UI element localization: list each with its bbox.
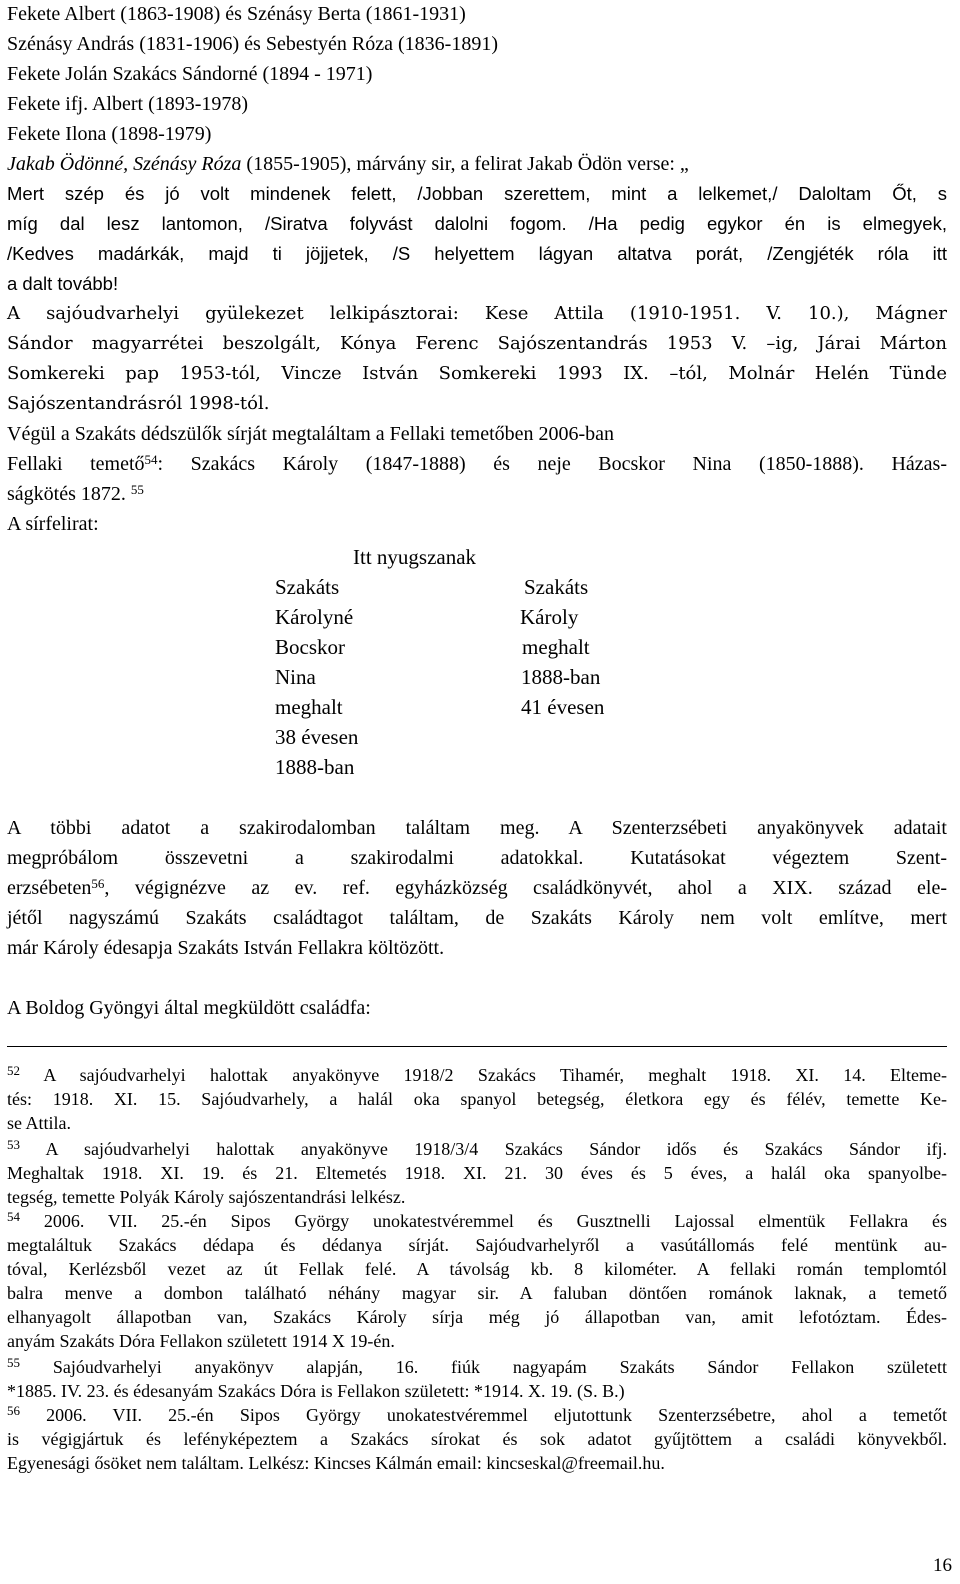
tombstone-left-line: 38 évesen bbox=[275, 725, 359, 749]
tombstone-header: Itt nyugszanak bbox=[353, 545, 477, 569]
jakab-description: (1855-1905), márvány sir, a felirat Jakab Ödön verse: „ bbox=[241, 153, 689, 175]
footnote-54-line: anyám Szakáts Dóra Fellakon született 1914 X 19-én. bbox=[7, 1331, 395, 1351]
genealogy-line: Fekete ifj. Albert (1893-1978) bbox=[7, 93, 249, 115]
grave-line bbox=[7, 484, 144, 504]
footnote-52-line bbox=[7, 1063, 947, 1085]
footnote-54-line: elhanyagolt állapotban van, Szakács Károly sírja még jó állapotban van, amit lefotóztam. Édes- bbox=[7, 1307, 947, 1327]
footnote-ref-54: 54 bbox=[144, 452, 158, 467]
grave-line: Végül a Szakáts dédszülők sírját megtaláltam a Fellaki temetőben 2006-ban bbox=[7, 423, 615, 445]
footnote-text: 2006. VII. 25.-én Sipos György unokatestvéremmel eljutottunk Szenterzsébetre, ahol a temetőt bbox=[46, 1405, 948, 1425]
grave-text: ságkötés 1872. bbox=[7, 483, 126, 505]
poem-line: a dalt tovább! bbox=[7, 273, 119, 294]
tombstone-right-line: Károly bbox=[520, 605, 579, 629]
footnote-56-line: Egyenesági ősöket nem találtam. Lelkész: Kincses Kálmán email: kincseskal@freemail.hu. bbox=[7, 1453, 665, 1473]
research-text: , végignézve az ev. ref. egyházközség családkönyvét, ahol a XIX. század ele- bbox=[104, 877, 947, 899]
footnote-53-line: tegség, temette Polyák Károly sajószentandrási lelkész. bbox=[7, 1187, 406, 1207]
pastors-line: Sajószentandrásról 1998-tól. bbox=[7, 393, 270, 414]
poem-line: míg dal lesz lantomon, /Siratva folyvást dalolni fogom. /Ha pedig egykor én is elmegyek, bbox=[7, 213, 947, 234]
family-tree-label: A Boldog Gyöngyi által megküldött családfa: bbox=[7, 997, 371, 1019]
poem-line: /Kedves madárkák, majd ti jöjjetek, /S helyettem lágyan altatva porát, /Zengjéték róla itt bbox=[7, 243, 947, 264]
footnote-text: A sajóudvarhelyi halottak anyakönyve 1918/3/4 Szakács Sándor idős és Szakács Sándor ifj. bbox=[45, 1139, 947, 1159]
research-text: erzsébeten bbox=[7, 877, 92, 899]
research-line: jétől nagyszámú Szakáts családtagot találtam, de Szakáts Károly nem volt említve, mert bbox=[7, 907, 947, 929]
footnote-52-line: se Attila. bbox=[7, 1113, 71, 1133]
footnote-55-line: *1885. IV. 23. és édesanyám Szakács Dóra is Fellakon született: *1914. X. 19. (S. B.) bbox=[7, 1381, 625, 1401]
footnote-54-line bbox=[7, 1209, 947, 1231]
footnote-56-line bbox=[7, 1403, 948, 1425]
footnote-text: A sajóudvarhelyi halottak anyakönyve 1918/2 Szakács Tihamér, meghalt 1918. XI. 14. Elteme- bbox=[43, 1065, 947, 1085]
grave-text: Fellaki temető bbox=[7, 453, 145, 475]
tombstone-right-line: Szakáts bbox=[524, 575, 589, 599]
footnote-52-line: tés: 1918. XI. 15. Sajóudvarhely, a halál oka spanyol betegség, életkora egy és félév, temette Ke- bbox=[7, 1089, 947, 1109]
tombstone-left-line: Szakáts bbox=[275, 575, 340, 599]
inscription-label: A sírfelirat: bbox=[7, 513, 99, 535]
tombstone-left-line: Nina bbox=[275, 665, 316, 689]
tombstone-left-line: Bocskor bbox=[275, 635, 345, 659]
footnote-number: 53 bbox=[7, 1137, 20, 1152]
footnote-number: 55 bbox=[7, 1355, 20, 1370]
pastors-line: Sándor magyarrétei beszolgált, Kónya Ferenc Sajószentandrás 1953 V. –ig, Járai Márton bbox=[7, 333, 947, 354]
jakab-name: Jakab Ödönné, Szénásy Róza bbox=[7, 153, 242, 175]
research-line: A többi adatot a szakirodalomban találtam meg. A Szenterzsébeti anyakönyvek adatait bbox=[7, 817, 947, 839]
footnote-54-line: tóval, Kerlézsből vezet az út Fellak felé. A távolság kb. 8 kilométer. A fellaki román templomtól bbox=[7, 1259, 947, 1279]
tombstone-right-line: 1888-ban bbox=[521, 665, 601, 689]
jakab-line bbox=[7, 154, 689, 174]
footnote-number: 54 bbox=[7, 1209, 20, 1224]
tombstone-left-line: meghalt bbox=[275, 695, 343, 719]
grave-text: : Szakács Károly (1847-1888) és neje Bocskor Nina (1850-1888). Házas- bbox=[157, 453, 947, 475]
footnote-55-line bbox=[7, 1355, 948, 1377]
genealogy-line: Fekete Ilona (1898-1979) bbox=[7, 123, 212, 145]
footnote-53-line: Meghaltak 1918. XI. 19. és 21. Eltemetés 1918. XI. 21. 30 éves és 5 éves, a halál oka spanyolbe- bbox=[7, 1163, 947, 1183]
genealogy-line: Fekete Jolán Szakács Sándorné (1894 - 1971) bbox=[7, 63, 373, 85]
footnote-54-line: balra menve a dombon található néhány magyar sir. A faluban döntően románok laknak, a temető bbox=[7, 1283, 947, 1303]
page-number: 16 bbox=[933, 1555, 952, 1576]
footnote-53-line bbox=[7, 1137, 947, 1159]
tombstone-left-line: 1888-ban bbox=[275, 755, 355, 779]
pastors-line: A sajóudvarhelyi gyülekezet lelkipásztorai: Kese Attila (1910-1951. V. 10.), Mágner bbox=[7, 303, 947, 324]
footnote-ref-55: 55 bbox=[130, 482, 144, 497]
poem-line: Mert szép és jó volt mindenek felett, /Jobban szerettem, mint a lelkemet,/ Daloltam Őt, s bbox=[7, 183, 947, 204]
pastors-line: Somkereki pap 1953-tól, Vincze István Somkereki 1993 IX. –tól, Molnár Helén Tünde bbox=[7, 363, 947, 384]
research-line: már Károly édesapja Szakáts István Fellakra költözött. bbox=[7, 937, 445, 959]
footnote-56-line: is végigjártuk és lefényképeztem a Szakács sírokat és sok adatot gyűjtöttem a családi könyvekből. bbox=[7, 1429, 947, 1449]
footnote-divider bbox=[7, 1046, 947, 1047]
footnote-text: Sajóudvarhelyi anyakönyv alapján, 16. fiúk nagyapám Szakáts Sándor Fellakon született bbox=[52, 1357, 948, 1377]
genealogy-line: Fekete Albert (1863-1908) és Szénásy Berta (1861-1931) bbox=[7, 3, 466, 25]
research-line: megpróbálom összevetni a szakirodalmi adatokkal. Kutatásokat végeztem Szent- bbox=[7, 847, 947, 869]
footnote-number: 56 bbox=[7, 1403, 20, 1418]
tombstone-left-line: Károlyné bbox=[275, 605, 354, 629]
grave-line bbox=[7, 454, 947, 474]
tombstone-right-line: meghalt bbox=[522, 635, 590, 659]
genealogy-line: Szénásy András (1831-1906) és Sebestyén Róza (1836-1891) bbox=[7, 33, 499, 55]
research-line bbox=[7, 878, 947, 898]
tombstone-right-line: 41 évesen bbox=[521, 695, 605, 719]
footnote-54-line: megtaláltuk Szakács dédapa és dédanya sírját. Sajóudvarhelyről a vasútállomás felé mentünk au- bbox=[7, 1235, 947, 1255]
footnote-ref-56: 56 bbox=[91, 876, 105, 891]
footnote-number: 52 bbox=[7, 1063, 20, 1078]
footnote-text: 2006. VII. 25.-én Sipos György unokatestvéremmel és Gusztnelli Lajossal elmentük Fellakra és bbox=[43, 1211, 947, 1231]
